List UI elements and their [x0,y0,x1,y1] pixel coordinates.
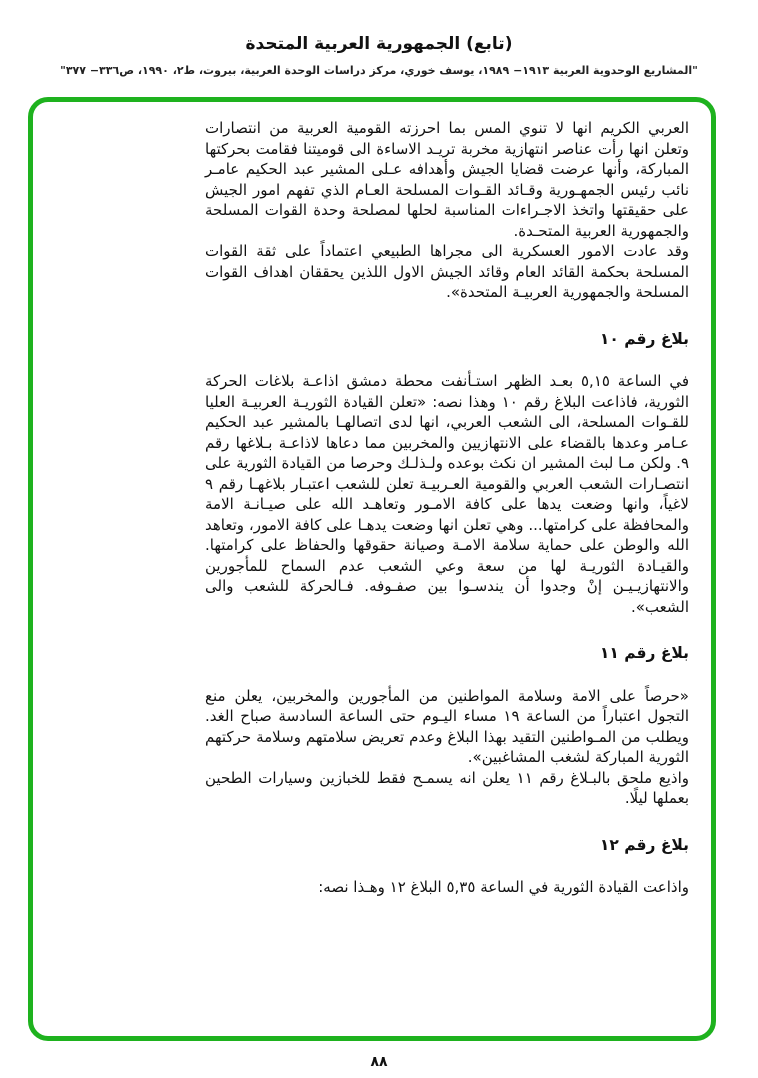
section-heading-communique-12: بلاغ رقم ١٢ [599,835,689,854]
header-citation: "المشاريع الوحدوية العربية ١٩١٣− ١٩٨٩، يوسف خوري، مركز دراسات الوحدة العربية، بيروت، ط٢، ١٩٩٠، ص٣٣٦− ٣٧٧" [60,64,698,77]
paragraph-communique-12-intro: واذاعت القيادة الثورية في الساعة ٥,٣٥ البلاغ ١٢ وهـذا نصه: [318,878,689,896]
paragraph-military-matters: وقد عادت الامور العسكرية الى مجراها الطبيعي اعتماداً على ثقة القوات المسلحة بحكمة القائد العام وقائد الجيش الاول اللذين يحققان اهداف القوات المسلحة والجمهورية العربيـة المتحدة». [205,242,689,301]
paragraph-army-affairs: العربي الكريم انها لا تنوي المس بما احرزته القومية العربية من انتصارات وتعلن انها رأت عناصر انتهازية مخربة تريـد الاساءة الى قوميتنا فقامت بحركتها المباركة، وأنها عرضت قضايا الجيش وأهدافه عـلى المشير عبد الحكيم عامـر نائب رئيس الجمهـورية وقـائد القـوات المسلحة العـام الذي تفهم امور الجيش على حقيقتها واتخذ الاجـراءات المناسبة لحلها لمصلحة وحدة القوات المسلحة والجمهورية العربية المتحـدة. [205,119,689,240]
paragraph-communique-11-text: «حرصاً على الامة وسلامة المواطنين من المأجورين والمخربين، يعلن منع التجول اعتباراً من الساعة ١٩ مساء اليـوم حتى الساعة السادسة صباح الغد. ويطلب من المـواطنين التقيد بهذا البلاغ وعدم تعريض سلامتهم وسلامة حركتهم الثورية المباركة لشغب المشاغبين». [205,686,689,766]
section-heading-communique-11: بلاغ رقم ١١ [599,644,689,662]
paragraph-communique-10-text: في الساعة ٥,١٥ بعـد الظهر استـأنفت محطة دمشق اذاعـة بلاغات الحركة الثورية، فاذاعت البلاغ رقم ١٠ وهذا نصه: «تعلن القيادة الثوريـة العربيـة العليا للقـوات المسلحة، الى الشعب العربي، انها لدى اتصالهـا بالمشير عبد الحكيم عـامر وعدها بالقضاء على الانتهازيين والمخربين مما دعاها لاذاعـة بـلاغها رقم ٩. ولكن مـا لبث المشير ان نكث بوعده ولـذلـك وحرصا من القيادة الثورية على انتصـارات الشعب العربي والقومية العـربيـة تعلن للشعب اعتبـار بلاغهـا رقم ٩ لاغياً، وانها وضعت يدها على كافة الامـور وتعاهـد الله على صيـانـة الامة والمحافظة على كرامتها... وهي تعلن انها وضعت يدهـا على كافة الامور، وتعاهد الله والوطن على حماية سلامة الامـة وصيانة حقوقها والحفاظ على كرامتها. والقيـادة الثوريـة لها من سعة وعي الشعب عدم السماح للمأجورين والانتهازيـيـن إنْ وجدوا أن يندسـوا بين صفـوفه. فـالحركة للشعب والى الشعب». [205,372,689,616]
page-footer [0,1054,758,1070]
paragraph-communique-11-annex: واذيع ملحق بالبـلاغ رقم ١١ يعلن انه يسمـح فقط للخبازين وسيارات الطحين بعملها ليلًا. [205,768,689,807]
text-column [205,118,689,898]
header-title: (تابع) الجمهورية العربية المتحدة [245,34,513,54]
page-number: ٨٨ [370,1054,388,1070]
text-frame-border [28,97,716,1041]
page-header [0,34,758,77]
section-heading-communique-10: بلاغ رقم ١٠ [599,329,689,348]
